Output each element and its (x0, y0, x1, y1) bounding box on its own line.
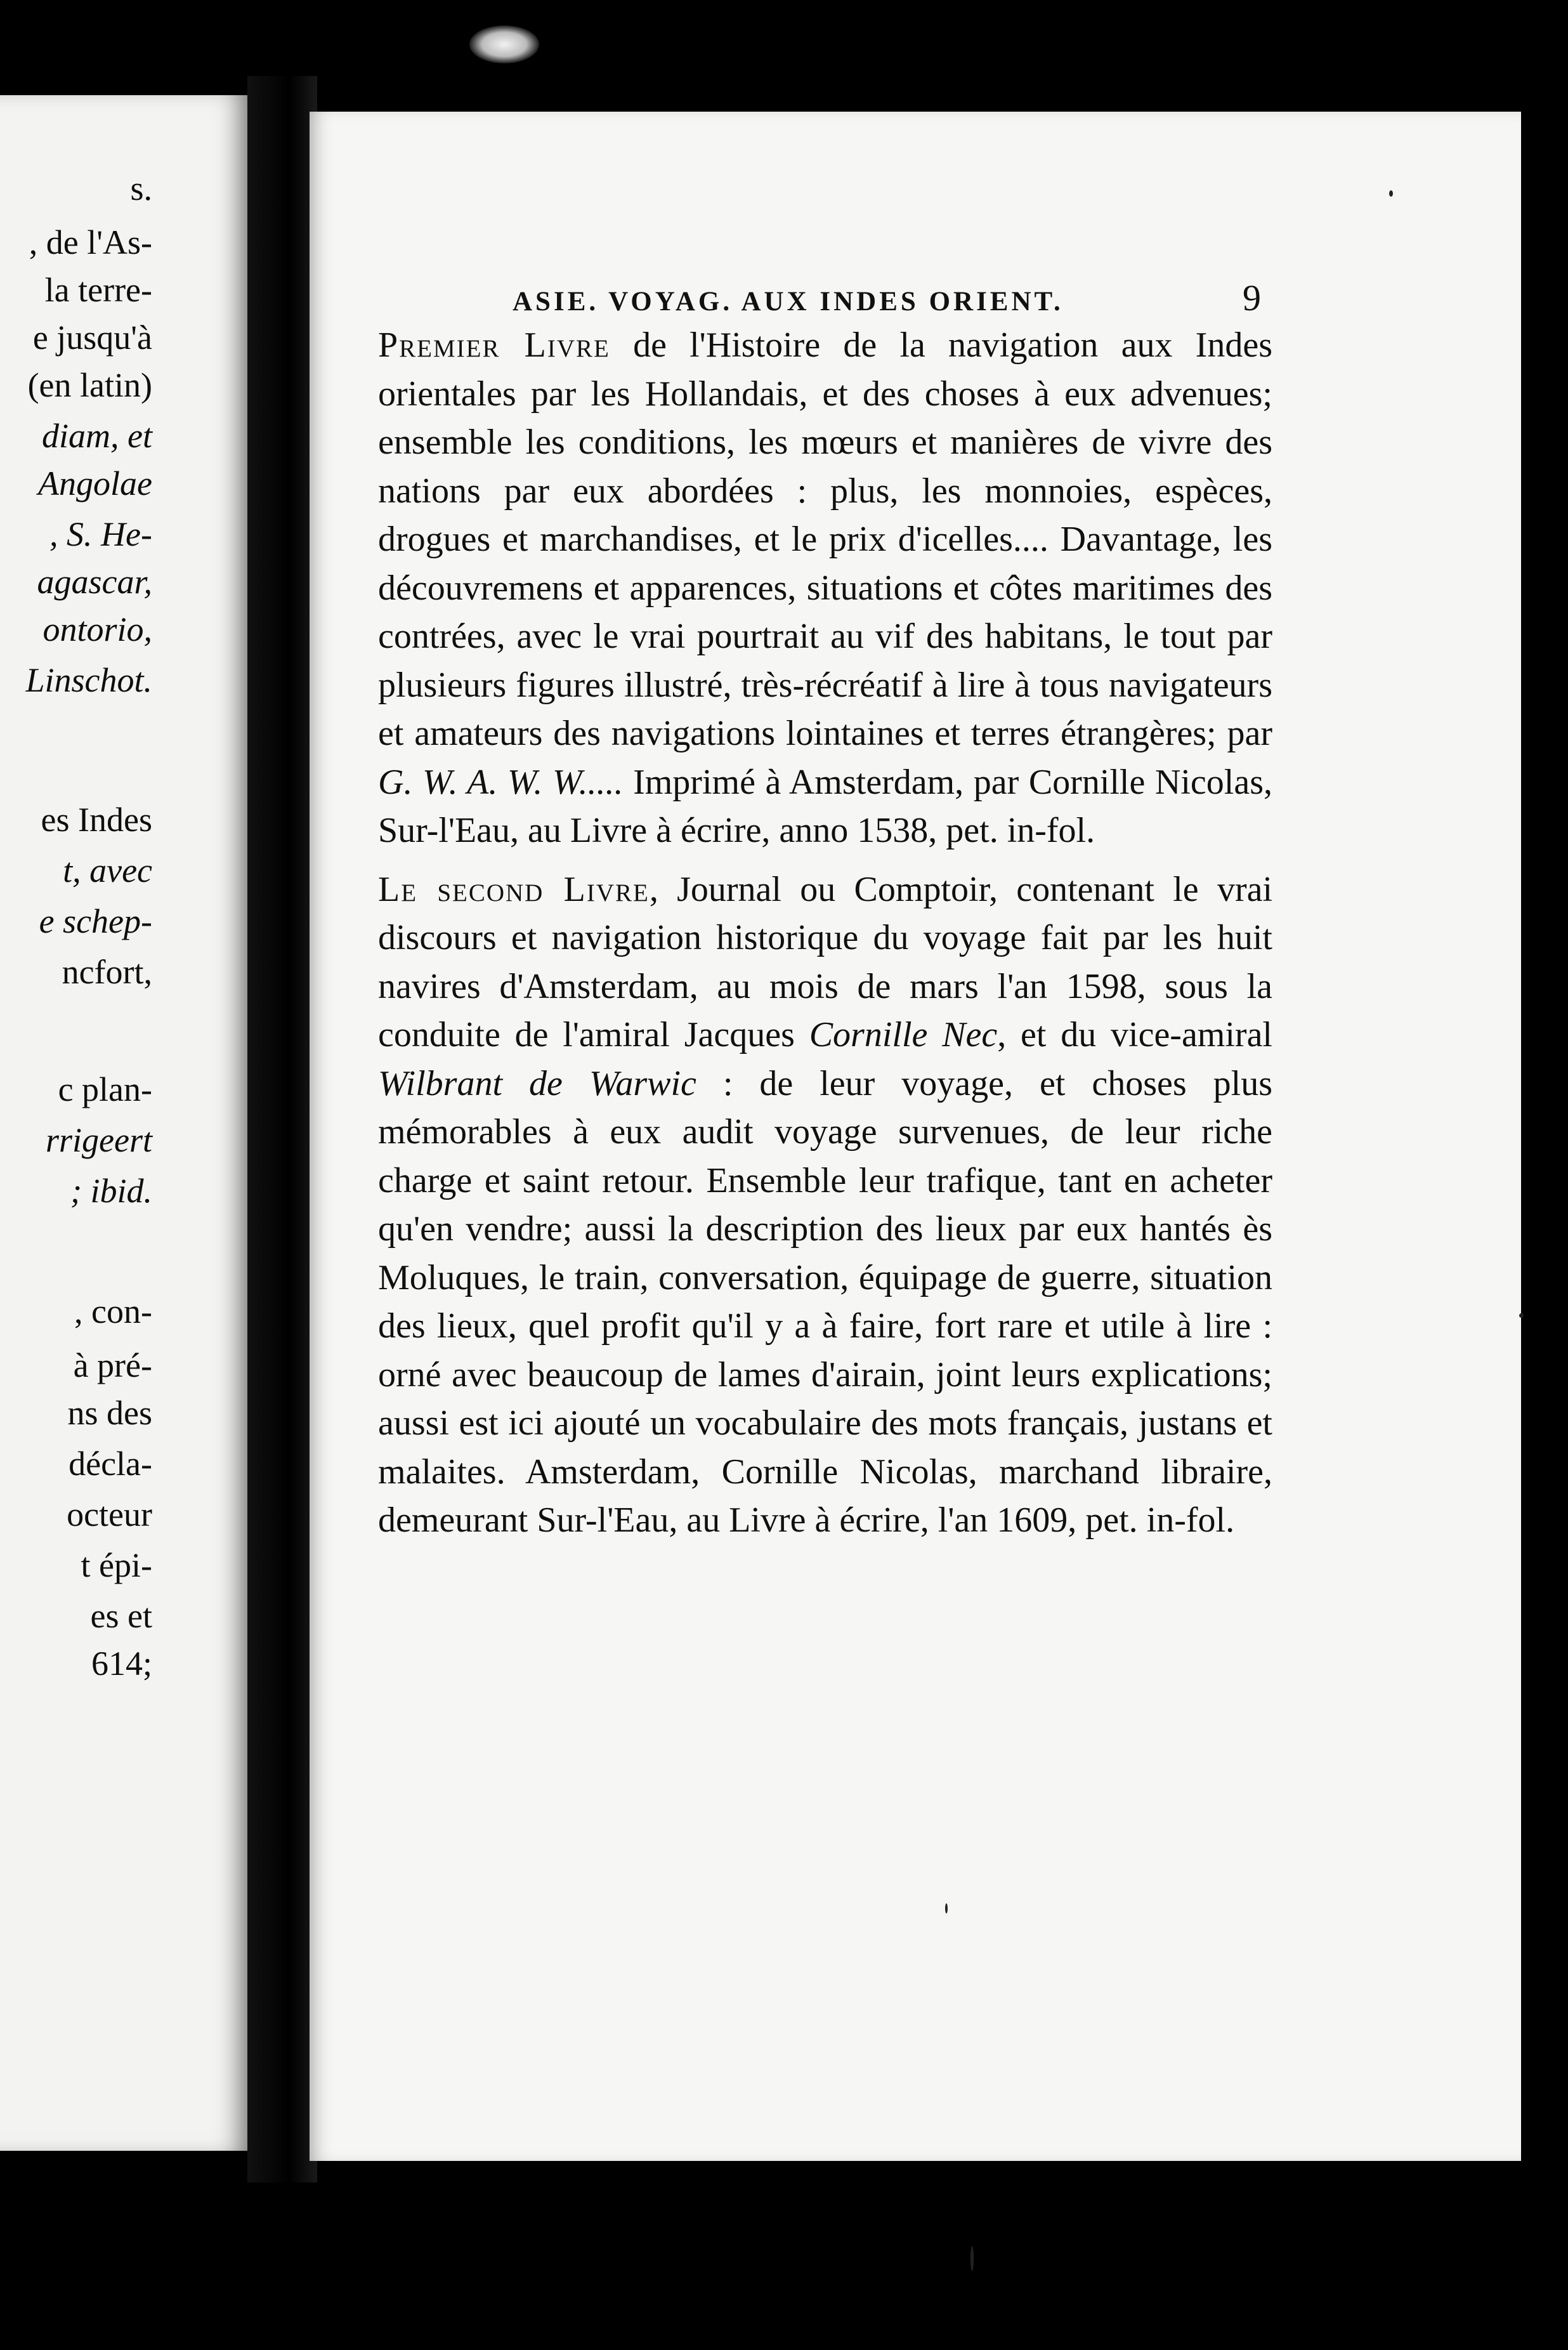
entry-text: , Journal ou Comptoir, contenant le vrai discours et navigation historique du voyage fait par les huit navires d'Amsterdam, au mois de mars l'an 1598, sous la conduite de l'amiral Jacques (378, 869, 1272, 1054)
running-head: ASIE. VOYAG. AUX INDES ORIENT. (513, 287, 1064, 317)
entry-text: : de leur voyage, et choses plus mémorables à eux audit voyage survenues, de leur riche charge et saint retour. Ensemble leur trafique, tant en acheter qu'en vendre; aussi la description des lieux par eux hantés ès Moluques, le train, conversation, équipage de guerre, situation des lieux, quel profit qu'il y a à faire, fort rare et utile à lire : orné avec beaucoup de lames d'airain, joint leurs explications; aussi est ici ajouté un vocabulaire des mots français, justans et malaites. Amsterdam, Cornille Nicolas, marchand libraire, demeurant Sur-l'Eau, au Livre à écrire, l'an 1609, pet. in-fol. (378, 1063, 1272, 1540)
paper-speck (970, 2246, 974, 2271)
left-page-line: ; ibid. (70, 1172, 152, 1210)
entry-author: G. W. A. W. W..... (378, 762, 624, 802)
left-page-line: e jusqu'à (32, 318, 152, 357)
left-page-line: es et (90, 1597, 152, 1635)
left-page-line: agascar, (37, 563, 152, 601)
entry-text: de l'Histoire de la navigation aux Indes orientales par les Hollandais, et des choses à eux advenues; ensemble les conditions, les mœurs et manières de vivre des nations par eux abordées : plus, les monnoies, espèces, drogues et marchandises, et le prix d'icelles.... Davantage, les découvremens et apparences, situations et côtes maritimes des contrées, avec le vrai pourtrait au vif des habitans, le tout par plusieurs figures illustré, très-récréatif à lire à tous navigateurs et amateurs des navigations lointaines et terres étrangères; par (378, 325, 1272, 753)
book-page (310, 112, 1521, 2161)
left-page-line: t épi- (81, 1546, 152, 1584)
left-page-line: , de l'As- (29, 223, 152, 261)
left-page-line: la terre- (44, 271, 152, 309)
page-number: 9 (1243, 277, 1261, 318)
entry-person-name: Cornille Nec (809, 1015, 998, 1054)
left-page-line: , con- (74, 1292, 152, 1330)
entry-lead: Premier Livre (378, 325, 610, 365)
left-page-line: s. (130, 169, 152, 207)
left-page-line: à pré- (73, 1346, 152, 1384)
paper-speck (1389, 190, 1393, 197)
left-page-line: e schep- (39, 902, 152, 940)
left-page-line: Angolae (38, 464, 152, 502)
left-page-line: rrigeert (46, 1121, 152, 1159)
entry-text: , et du vice-amiral (997, 1015, 1272, 1054)
previous-page-fragment (0, 95, 247, 2151)
left-page-line: c plan- (58, 1070, 152, 1108)
left-page-line: Linschot. (25, 661, 152, 699)
left-page-line: ontorio, (42, 610, 152, 648)
entry-text: Imprimé à Amsterdam, par Cornille Nicolas, Sur-l'Eau, au Livre à écrire, anno 1538, pet. in-fol. (378, 762, 1272, 850)
entry-premier-livre (378, 321, 1272, 855)
page-header (513, 277, 1261, 319)
paper-speck (945, 1903, 948, 1913)
left-page-line: , S. He- (49, 515, 152, 553)
entry-lead: Le second Livre (378, 869, 650, 909)
left-page-line: (en latin) (27, 366, 152, 404)
paper-speck (1519, 1313, 1524, 1318)
entry-person-name: Wilbrant de Warwic (378, 1063, 696, 1103)
left-page-line: ncfort, (62, 953, 152, 991)
left-page-line: t, avec (63, 851, 152, 889)
page-body (378, 321, 1272, 1545)
left-page-line: octeur (67, 1495, 152, 1533)
left-page-line: ns des (67, 1394, 152, 1432)
left-page-line: es Indes (41, 801, 152, 839)
left-page-line: décla- (69, 1445, 152, 1483)
book-gutter (247, 76, 317, 2183)
scanner-mark (469, 25, 539, 63)
entry-second-livre (378, 865, 1272, 1545)
left-page-line: 614; (91, 1644, 152, 1683)
left-page-line: diam, et (42, 417, 152, 455)
